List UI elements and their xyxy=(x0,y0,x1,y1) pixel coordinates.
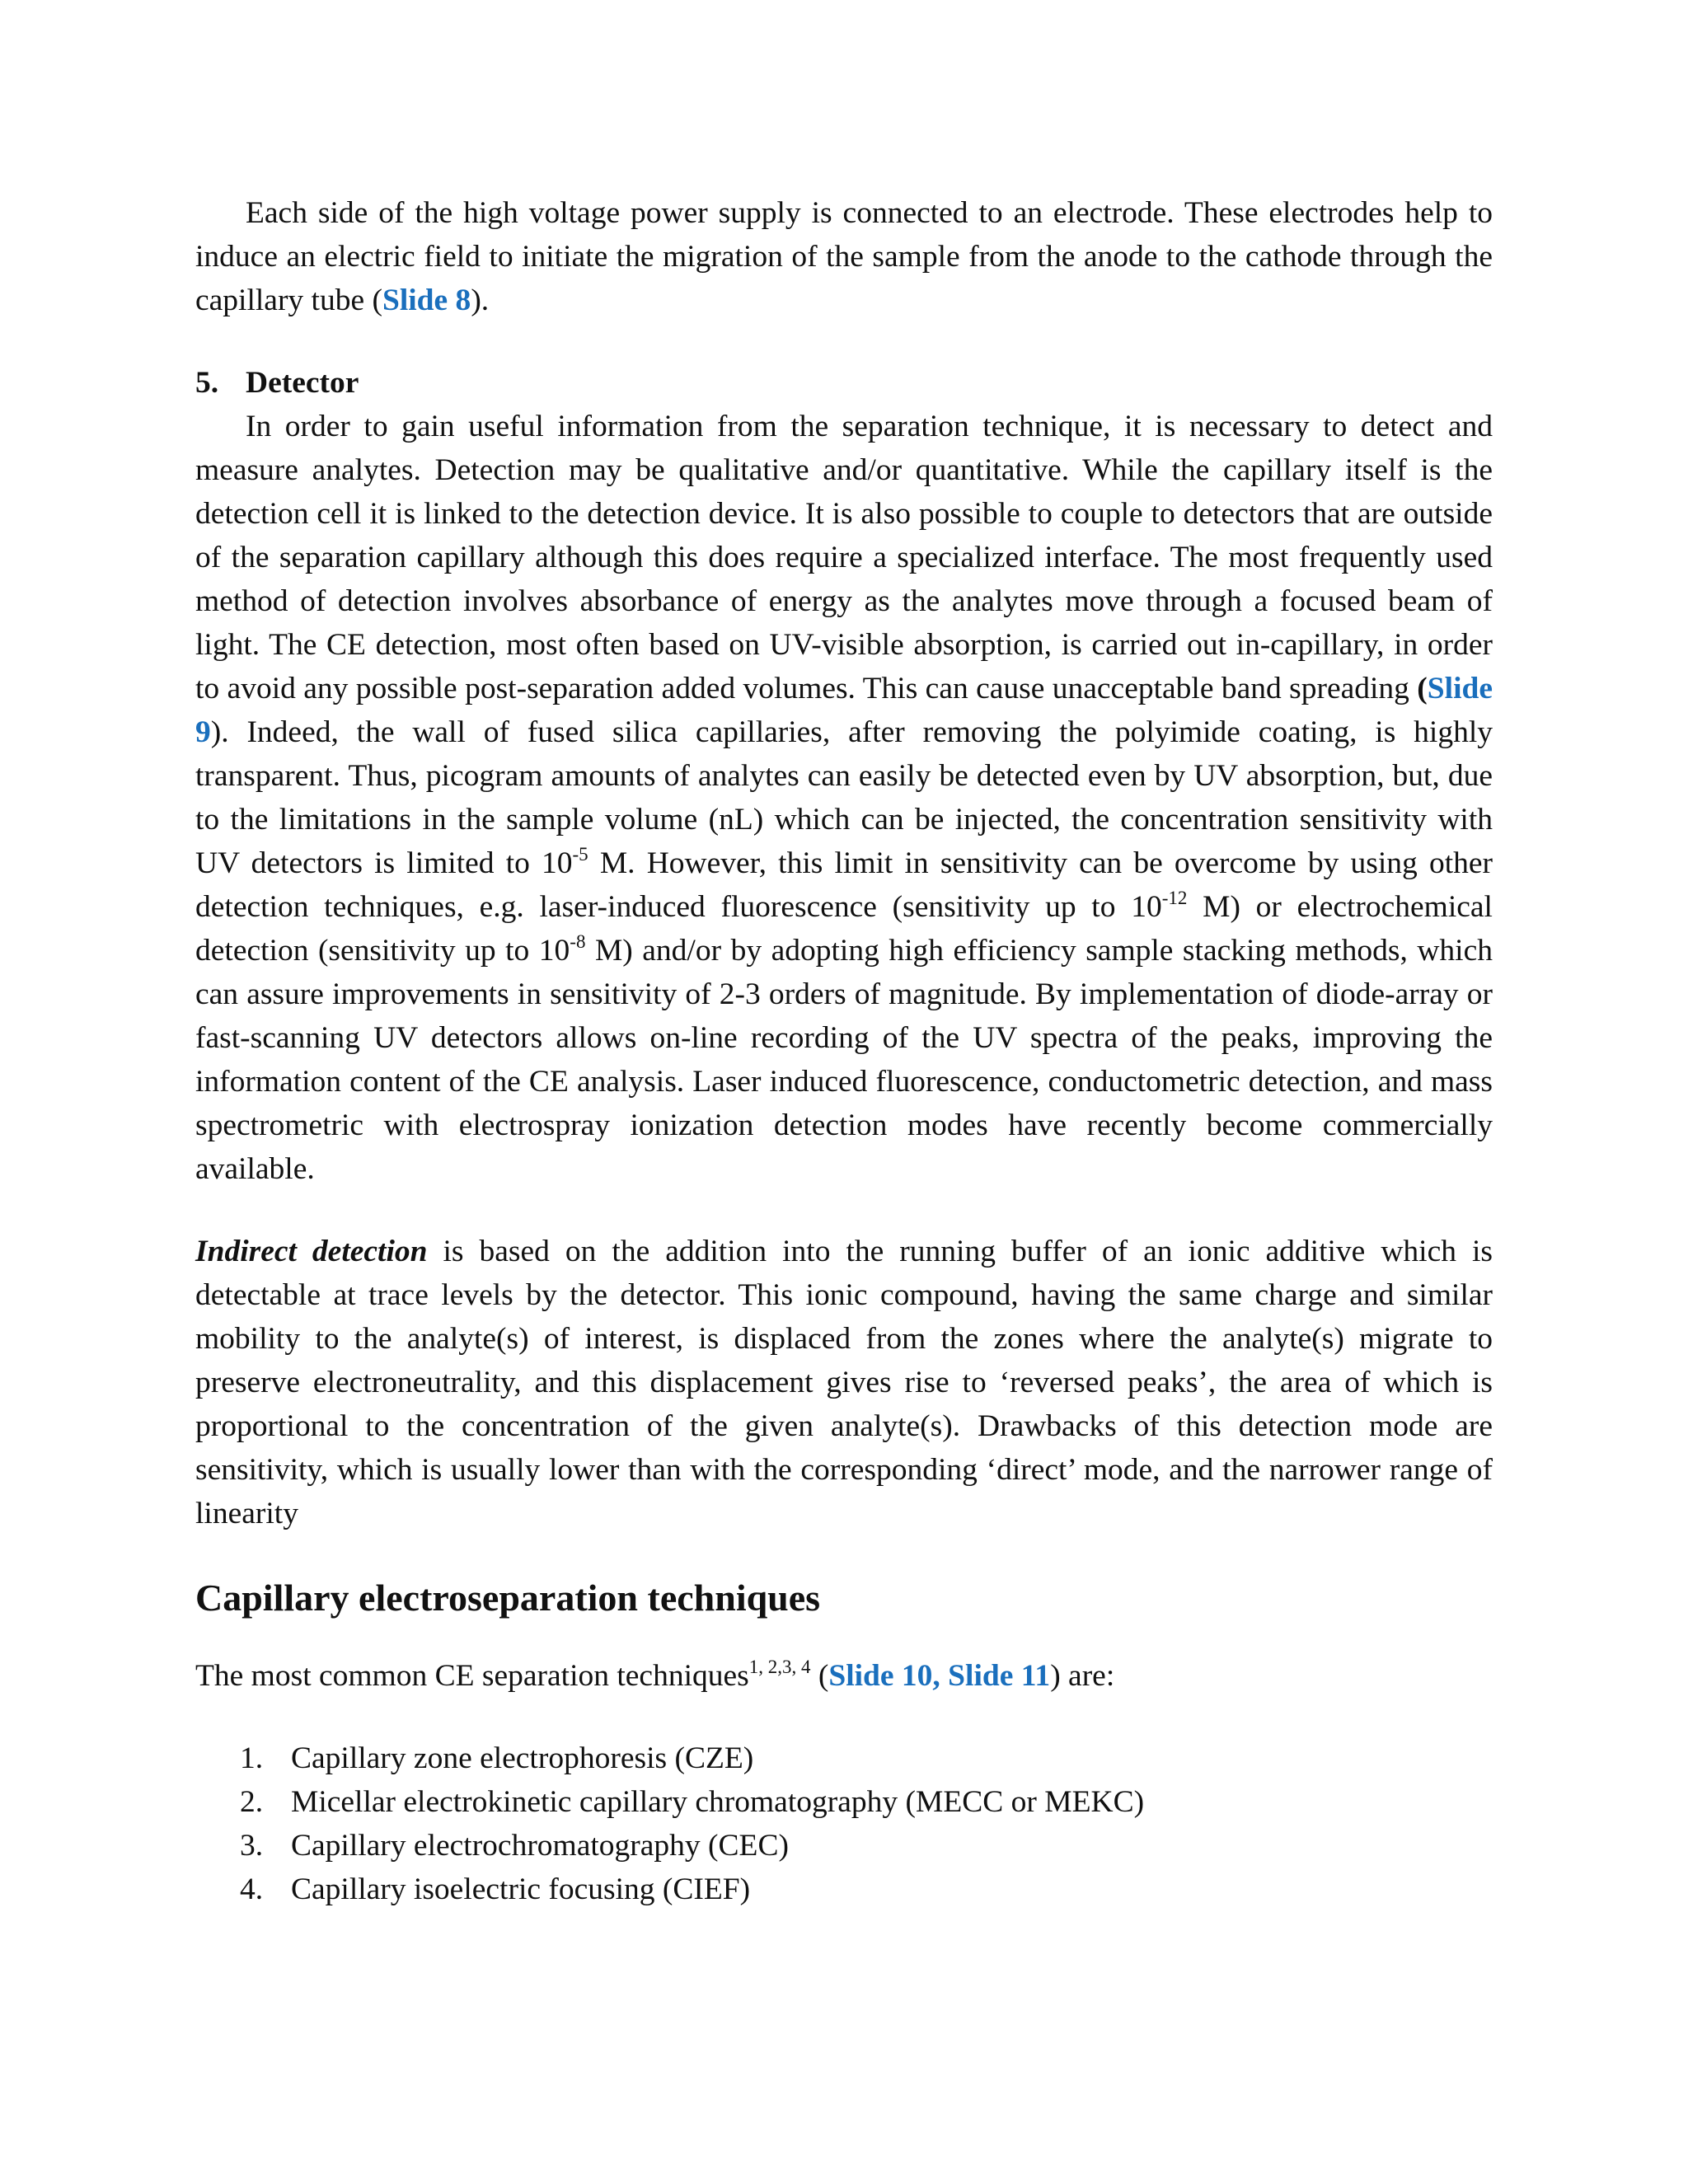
list-item-text: Capillary electrochromatography (CEC) xyxy=(291,1829,789,1863)
exponent-electrochemical: -8 xyxy=(570,930,586,952)
slide-8-link[interactable]: Slide 8 xyxy=(382,284,471,317)
electrode-paragraph xyxy=(195,191,1493,322)
indirect-detection-term: Indirect detection xyxy=(195,1235,428,1268)
exponent-lif: -12 xyxy=(1161,887,1188,908)
electrode-paragraph-text: Each side of the high voltage power supply is connected to an electrode. These electrodes help to induce an electric field to initiate the migration of the sample from the anode to the cathode through the capillary tube ( xyxy=(195,196,1493,317)
detector-text-part4: M) or electrochemical detection (sensitivity up to 10 xyxy=(195,890,1493,968)
techniques-list xyxy=(195,1736,1493,1911)
detector-section-number: 5. xyxy=(195,366,219,400)
indirect-detection-paragraph xyxy=(195,1230,1493,1535)
list-item-marker: 3. xyxy=(240,1829,264,1863)
techniques-intro-paren: ( xyxy=(810,1659,829,1693)
list-item-text: Micellar electrokinetic capillary chromatography (MECC or MEKC) xyxy=(291,1785,1145,1819)
list-item-text: Capillary zone electrophoresis (CZE) xyxy=(291,1741,754,1775)
detector-section-title: Detector xyxy=(246,366,359,400)
indirect-detection-text: is based on the addition into the running buffer of an ionic additive which is detectable at trace levels by the detector. This ionic compound, having the same charge and similar mobility to the analyte(s) of interest, is displaced from the zones where the analyte(s) migrate to preserve electroneutrality, and this displacement gives rise to ‘reversed peaks’, the area of which is proportional to the concentration of the given analyte(s). Drawbacks of this detection mode are sensitivity, which is usually lower than with the corresponding ‘direct’ mode, and the narrower range of linearity xyxy=(195,1235,1493,1530)
reference-superscripts: 1, 2,3, 4 xyxy=(748,1656,811,1677)
list-item-marker: 4. xyxy=(240,1872,264,1906)
techniques-intro-text: The most common CE separation techniques xyxy=(195,1659,749,1693)
detector-paragraph xyxy=(195,405,1493,1191)
list-item xyxy=(240,1868,1493,1911)
slide-10-11-links[interactable]: Slide 10, Slide 11 xyxy=(828,1659,1051,1693)
document-body xyxy=(195,191,1493,1911)
list-item-marker: 2. xyxy=(240,1785,264,1819)
list-item xyxy=(240,1780,1493,1824)
techniques-intro xyxy=(195,1654,1493,1698)
list-item xyxy=(240,1824,1493,1868)
detector-section-heading xyxy=(195,361,1493,405)
exponent-uv: -5 xyxy=(572,843,588,865)
electrode-paragraph-end: ). xyxy=(471,284,490,317)
techniques-intro-end: ) are: xyxy=(1050,1659,1115,1693)
detector-text-part3: M. However, this limit in sensitivity can be overcome by using other detection techniques, e.g. laser-induced fluorescence (sensitivity up to 10 xyxy=(195,846,1493,924)
slide-9-link-paren: ( xyxy=(1417,672,1428,705)
detector-text-part2: ). Indeed, the wall of fused silica capillaries, after removing the polyimide coating, is highly transparent. Thus, picogram amounts of analytes can easily be detected even by UV absorption, but, due to the limitations in the sample volume (nL) which can be injected, the concentration sensitivity with UV detectors is limited to 10 xyxy=(195,715,1493,880)
list-item-text: Capillary isoelectric focusing (CIEF) xyxy=(291,1872,751,1906)
detector-text-part5: M) and/or by adopting high efficiency sample stacking methods, which can assure improvements in sensitivity of 2-3 orders of magnitude. By implementation of diode-array or fast-scanning UV detectors allows on-line recording of the UV spectra of the peaks, improving the information content of the CE analysis. Laser induced fluorescence, conductometric detection, and mass spectrometric with electrospray ionization detection modes have recently become commercially available. xyxy=(195,934,1493,1186)
list-item-marker: 1. xyxy=(240,1741,264,1775)
slide-9-link[interactable]: Slide 9 xyxy=(195,672,1493,749)
detector-text-part1: In order to gain useful information from the separation technique, it is necessary to detect and measure analytes. Detection may be qualitative and/or quantitative. While the capillary itself is the detection cell it is linked to the detection device. It is also possible to couple to detectors that are outside of the separation capillary although this does require a specialized interface. The most frequently used method of detection involves absorbance of energy as the analytes move through a focused beam of light. The CE detection, most often based on UV-visible absorption, is carried out in-capillary, in order to avoid any possible post-separation added volumes. This can cause unacceptable band spreading xyxy=(195,410,1493,705)
techniques-heading: Capillary electroseparation techniques xyxy=(195,1577,821,1619)
list-item xyxy=(240,1736,1493,1780)
